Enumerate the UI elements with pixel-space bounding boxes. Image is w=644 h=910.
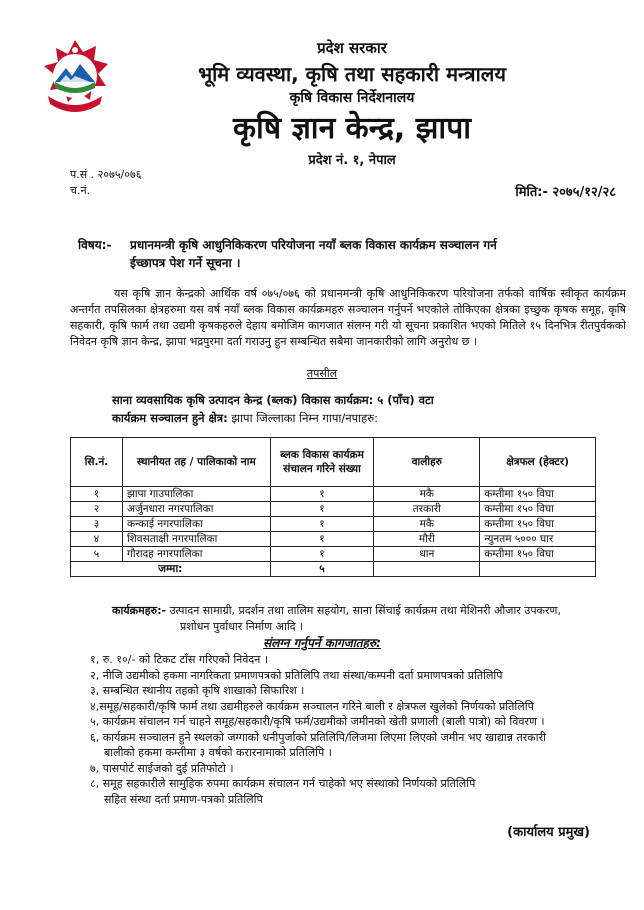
document-item: ५, कार्यक्रम संचालन गर्न चाहने समूह/सहकारी/कृषि फर्म/उद्यमीको जमीनको खेती प्रणाली (बाली पात्रो) को विवरण । bbox=[90, 715, 545, 728]
table-row bbox=[71, 502, 596, 517]
total-label: जम्मा: bbox=[71, 562, 271, 577]
cell-crop: धान bbox=[374, 547, 480, 562]
cell-block-count: १ bbox=[270, 502, 374, 517]
activities-label: कार्यक्रमहरु:- bbox=[112, 604, 167, 617]
header-office-title: कृषि ज्ञान केन्द्र, झापा bbox=[232, 111, 472, 146]
schedule-heading: तपसील bbox=[306, 367, 338, 380]
document-item: ७, पासपोर्ट साईजको दुई प्रतिफोटो । bbox=[90, 761, 234, 775]
subject-label: विषय:- bbox=[78, 238, 112, 252]
header-ministry: भूमि व्यवस्था, कृषि तथा सहकारी मन्त्रालय bbox=[198, 62, 506, 86]
cell-crop: मकै bbox=[374, 487, 480, 502]
required-documents-heading: संलग्न गर्नुपर्ने कागजातहरु: bbox=[263, 636, 381, 650]
subject-line-2: ईच्छापत्र पेश गर्ने सूचना । bbox=[130, 256, 241, 270]
document-item: ८, समूह सहकारीले सामुहिक रुपमा कार्यक्रम संचालन गर्न चाहेको भए संस्थाको निर्णयको प्रतिलिपि bbox=[90, 777, 476, 790]
program-count-line bbox=[112, 393, 434, 408]
table-row bbox=[71, 517, 596, 532]
activities-line-2: प्रशोधन पुर्वाधार निर्माण आदि । bbox=[180, 620, 304, 633]
header-province-number: प्रदेश नं. १, नेपाल bbox=[308, 153, 396, 168]
cell-block-count: १ bbox=[270, 487, 374, 502]
header-directorate: कृषि विकास निर्देशनालय bbox=[289, 90, 415, 106]
program-count-value: ५ (पाँच) वटा bbox=[373, 393, 434, 407]
document-item: ३, सम्बन्धित स्थानीय तहको कृषि शाखाको सिफारिश । bbox=[90, 684, 305, 697]
cell-municipality: कन्काई नगरपालिका bbox=[122, 517, 270, 532]
table-header-row bbox=[71, 438, 596, 487]
reference-number: प.सं . २०७५/०७६ bbox=[70, 168, 142, 181]
cell-serial: ५ bbox=[71, 547, 123, 562]
header-serial: सि.नं. bbox=[71, 438, 123, 487]
program-area-value: झापा जिल्लाका निम्न गापा/नपाहरु: bbox=[227, 411, 379, 425]
activities-block bbox=[112, 603, 622, 635]
program-area-line bbox=[112, 411, 378, 426]
cell-municipality: गौरादह नगरपालिका bbox=[122, 547, 270, 562]
cell-municipality: शिवसताक्षी नगरपालिका bbox=[122, 532, 270, 547]
cell-block-count: १ bbox=[270, 532, 374, 547]
program-area-label: कार्यक्रम सञ्चालन हुने क्षेत्र: bbox=[112, 411, 228, 425]
program-count-label: साना व्यवसायिक कृषि उत्पादन केन्द्र (ब्लक) विकास कार्यक्रम: bbox=[112, 393, 374, 407]
activities-line-1: उत्पादन सामाग्री, प्रदर्शन तथा तालिम सहयोग, साना सिंचाई कार्यक्रम तथा मेशिनरी औजार उपकरण, bbox=[166, 604, 561, 617]
subject-line-1: प्रधानमन्त्री कृषि आधुनिकिकरण परियोजना नयाँ ब्लक विकास कार्यक्रम सञ्चालन गर्न bbox=[130, 238, 497, 252]
cell-crop: मकै bbox=[374, 517, 480, 532]
document-item: १, रु. १०/- को टिकट टाँस गरिएको निवेदन । bbox=[90, 653, 268, 666]
cell-serial: १ bbox=[71, 487, 123, 502]
required-documents-list bbox=[90, 652, 630, 807]
header-municipality: स्थानीयत तह / पालिकाको नाम bbox=[122, 438, 270, 487]
total-empty-cell bbox=[480, 562, 596, 577]
cell-area: कम्तीमा १५० विघा bbox=[480, 547, 596, 562]
cell-area: न्युनतम ५००० घार bbox=[480, 532, 596, 547]
municipality-table bbox=[70, 437, 596, 577]
table-row bbox=[71, 487, 596, 502]
subject-block bbox=[78, 236, 618, 272]
table-row bbox=[71, 532, 596, 547]
cell-area: कम्तीमा १५० विघा bbox=[480, 487, 596, 502]
document-item-continuation: सहित संस्था दर्ता प्रमाण-पत्रको प्रतिलिपि bbox=[104, 792, 263, 806]
cell-crop: मौरी bbox=[374, 532, 480, 547]
cell-serial: २ bbox=[71, 502, 123, 517]
cell-crop: तरकारी bbox=[374, 502, 480, 517]
dispatch-number: च.नं. bbox=[70, 184, 91, 197]
document-item: २, नीजि उद्यमीको हकमा नागरिकता प्रमाणपत्रको प्रतिलिपि तथा संस्था/कम्पनी दर्ता प्रमाणपत्रको प्रतिलिपि bbox=[90, 668, 503, 682]
notice-date: मिति:- २०७५/१२/२८ bbox=[515, 185, 616, 200]
document-item: ६, कार्यक्रम सञ्चालन हुने स्थलको जग्गाको धनीपुर्जाको प्रतिलिपि/लिजमा लिएमा लिएको जमीन भए खाद्यान्न तरकारी bbox=[90, 730, 546, 744]
header-province-government: प्रदेश सरकार bbox=[317, 39, 387, 57]
table-row bbox=[71, 547, 596, 562]
total-value: ५ bbox=[270, 562, 374, 577]
notice-body-paragraph: यस कृषि ज्ञान केन्द्रको आर्थिक वर्ष ०७५/०७६ को प्रधानमन्त्री कृषि आधुनिकिकरण परियोजना तर्फको वार्षिक स्वीकृत कार्यक्रम अन्तर्गत तपसिलका क्षेत्रहरुमा यस वर्ष नयाँ ब्लक विकास कार्यक्रमहरु सञ्चालन गर्नुपर्ने भएकोले तोकिएका क्षेत्रका इच्छुक कृषक समूह, कृषि सहकारी, कृषि फार्म तथा उद्यमी कृषकहरुले देहाय बमोजिम कागजात संलग्न गरी यो सूचना प्रकाशित भएको मितिले १५ दिनभित्र रीतपुर्वकको निवेदन कृषि ज्ञान केन्द्र, झापा भद्रपुरमा दर्ता गराउनु हुन सम्बन्धित सबैमा जानकारीको लागि अनुरोध छ । bbox=[70, 287, 626, 348]
header-block-count: ब्लक विकास कार्यक्रम संचालन गरिने संख्या bbox=[270, 438, 374, 487]
cell-municipality: अर्जुनधारा नगरपालिका bbox=[122, 502, 270, 517]
cell-serial: ३ bbox=[71, 517, 123, 532]
header-area: क्षेत्रफल (हेक्टर) bbox=[480, 438, 596, 487]
cell-block-count: १ bbox=[270, 517, 374, 532]
document-item-continuation: बालीको हकमा कम्तीमा ३ वर्षको करारनामाको प्रतिलिपि । bbox=[104, 746, 332, 759]
header-crops: वालीहरु bbox=[374, 438, 480, 487]
cell-serial: ४ bbox=[71, 532, 123, 547]
cell-area: कम्तीमा १५० विघा bbox=[480, 502, 596, 517]
table-total-row bbox=[71, 562, 596, 577]
total-empty-cell bbox=[374, 562, 480, 577]
document-item: ४,समूह/सहकारी/कृषि फार्म तथा उद्यमीहरुले कार्यक्रम सञ्चालन गरिने बाली र क्षेत्रफल खुलेको निर्णयको प्रतिलिपि bbox=[90, 699, 534, 713]
office-chief-signature: (कार्यालय प्रमुख) bbox=[507, 825, 590, 840]
cell-municipality: झापा गाउपालिका bbox=[122, 487, 270, 502]
cell-block-count: १ bbox=[270, 547, 374, 562]
cell-area: कम्तीमा १५० विघा bbox=[480, 517, 596, 532]
